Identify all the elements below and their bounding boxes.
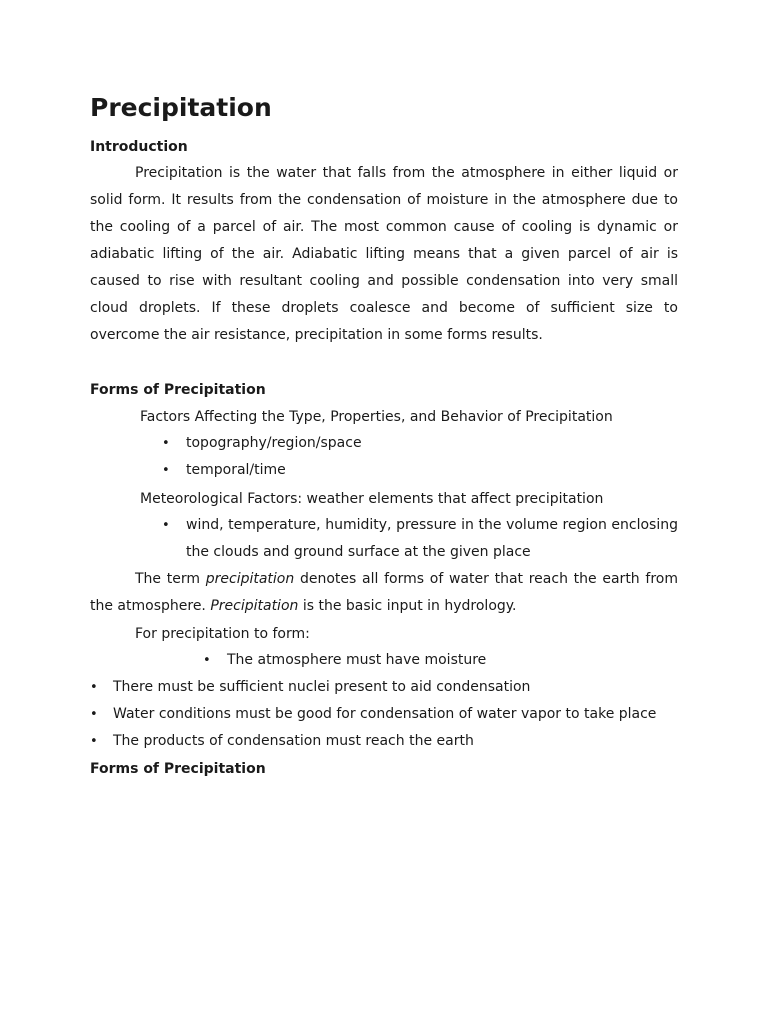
intro-paragraph xyxy=(90,160,678,349)
bullet-icon: • xyxy=(90,680,98,695)
forms-heading: Forms of Precipitation xyxy=(90,382,266,398)
term-paragraph xyxy=(90,566,678,620)
term-text-2: denotes all forms of water that reach the earth from the atmosphere. xyxy=(90,571,678,614)
list-item xyxy=(90,674,678,701)
forms-heading-2: Forms of Precipitation xyxy=(90,761,266,777)
form-line: For precipitation to form: xyxy=(135,626,310,642)
bullet-icon: • xyxy=(203,653,211,668)
meteo-line: Meteorological Factors: weather elements that affect precipitation xyxy=(140,491,604,507)
list-item-text: The atmosphere must have moisture xyxy=(227,652,487,668)
list-item xyxy=(203,647,603,674)
list-item-text: temporal/time xyxy=(186,462,286,478)
list-item-text: Water conditions must be good for condensation of water vapor to take place xyxy=(113,706,657,722)
list-item xyxy=(162,512,678,566)
list-item-text: topography/region/space xyxy=(186,435,362,451)
page-title: Precipitation xyxy=(90,93,272,122)
bullet-icon: • xyxy=(162,463,170,478)
list-item xyxy=(90,728,678,755)
list-item xyxy=(162,430,562,457)
list-item xyxy=(90,701,678,728)
bullet-icon: • xyxy=(162,518,170,533)
bullet-icon: • xyxy=(162,436,170,451)
term-text-3: is the basic input in hydrology. xyxy=(298,598,517,614)
list-item-text: The products of condensation must reach the earth xyxy=(113,733,474,749)
term-text-1: The term xyxy=(135,571,206,587)
term-italic-1: precipitation xyxy=(205,571,295,587)
bullet-icon: • xyxy=(90,734,98,749)
term-italic-2: Precipitation xyxy=(210,598,299,614)
list-item-text: wind, temperature, humidity, pressure in the volume region enclosing the clouds and ground surface at the given place xyxy=(186,517,678,560)
list-item xyxy=(162,457,562,484)
list-item-text: There must be sufficient nuclei present to aid condensation xyxy=(113,679,531,695)
factors-line: Factors Affecting the Type, Properties, and Behavior of Precipitation xyxy=(140,409,613,425)
intro-paragraph-text: Precipitation is the water that falls from the atmosphere in either liquid or solid form. It results from the condensation of moisture in the atmosphere due to the cooling of a parcel of air. The most common cause of cooling is dynamic or adiabatic lifting of the air. Adiabatic lifting means that a given parcel of air is caused to rise with resultant cooling and possible condensation into very small cloud droplets. If these droplets coalesce and become of sufficient size to overcome the air resistance, precipitation in some forms results. xyxy=(90,165,678,343)
bullet-icon: • xyxy=(90,707,98,722)
intro-heading: Introduction xyxy=(90,139,188,155)
